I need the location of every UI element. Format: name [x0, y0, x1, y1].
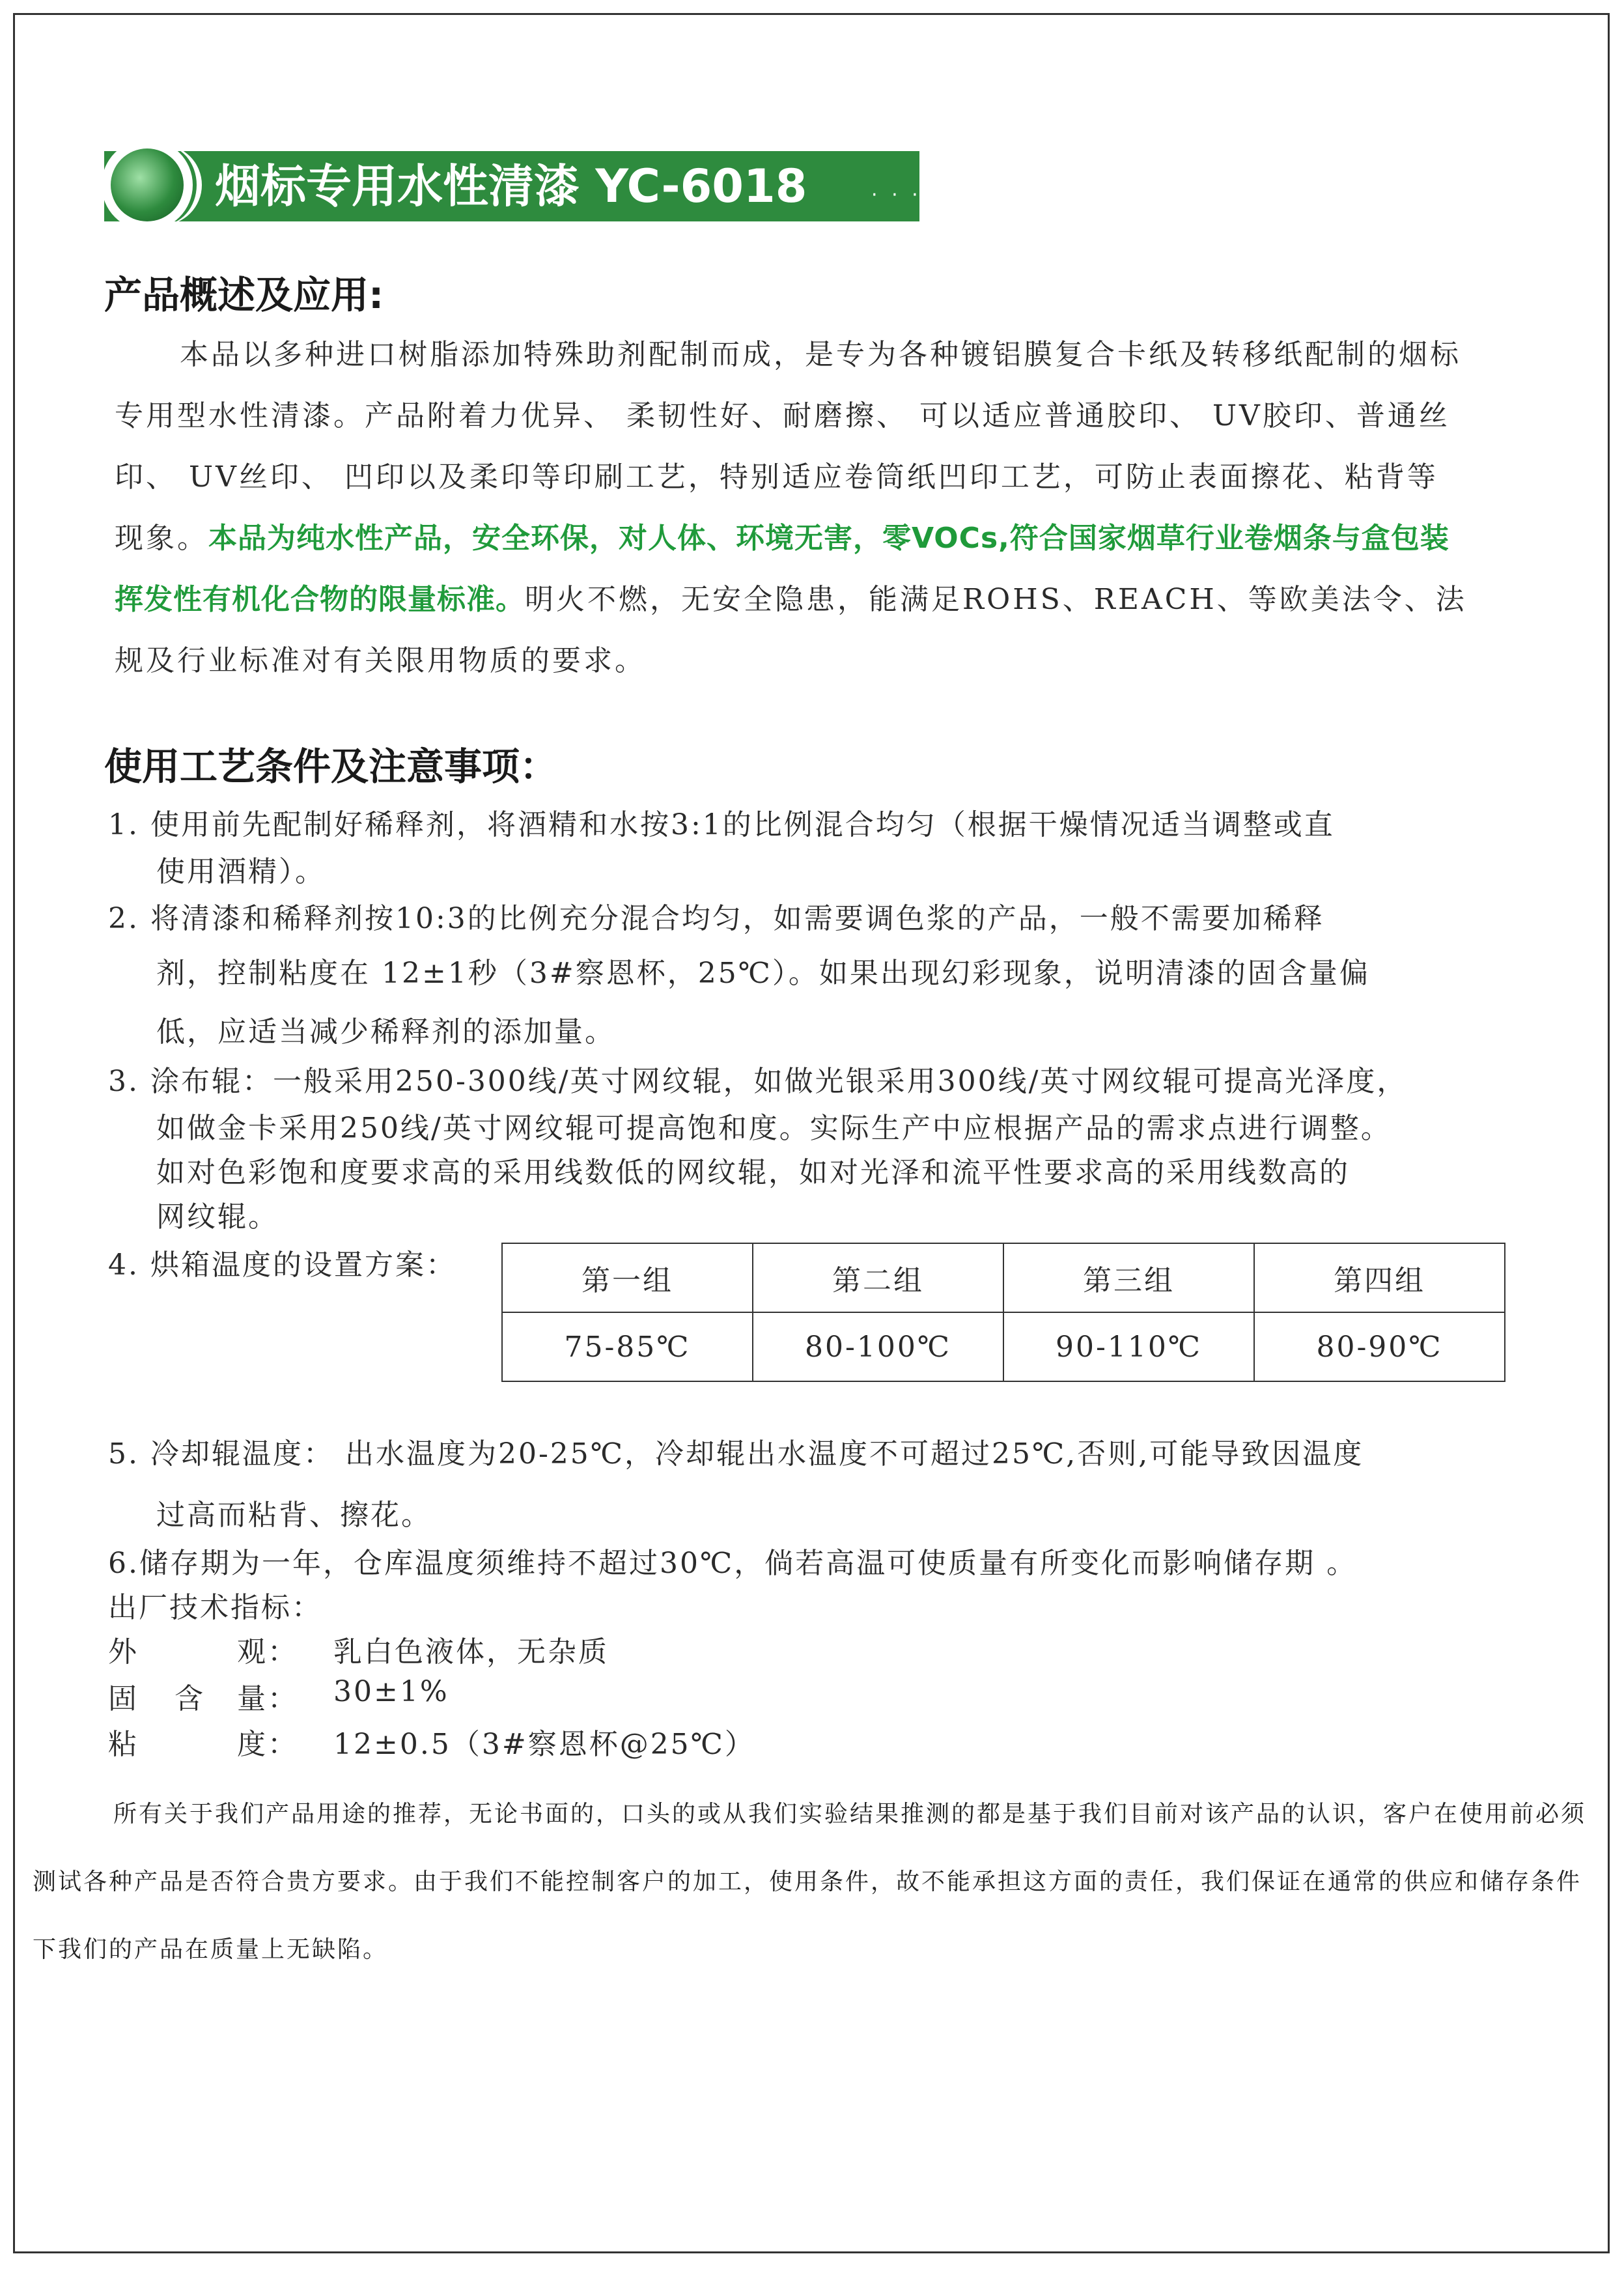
spec-appearance-value: 乳白色液体，无杂质 [333, 1635, 609, 1669]
overview-text-1: 本品以多种进口树脂添加特殊助剂配制而成，是专为各种镀铝膜复合卡纸及转移纸配制的烟标专用型水性清漆。产品附着力优异、 柔韧性好、耐磨擦、 可以适应普通胶印、 UV胶印、普通丝印、 UV丝印、 凹印以及柔印等印刷工艺，特别适应卷筒纸凹印工艺，可防止表面擦花、粘背等现象。 [115, 338, 1461, 555]
list-item-5-text-c: 辊出水温度不可超过25℃,否则,可能导致因温度 [716, 1437, 1364, 1471]
oven-temperature-table [501, 1243, 1505, 1382]
section-heading-overview: 产品概述及应用: [104, 273, 384, 317]
table-cell: 80-100℃ [753, 1312, 1003, 1381]
section-heading-process: 使用工艺条件及注意事项： [104, 744, 558, 789]
table-row [502, 1312, 1505, 1381]
banner-dots-decoration: · · · [871, 184, 922, 206]
disclaimer-paragraph [33, 1781, 1595, 1984]
spec-viscosity-label-2: 度： [237, 1728, 298, 1761]
table-cell: 90-110℃ [1003, 1312, 1254, 1381]
list-item-6: 6.储存期为一年，仓库温度须维持不超过30℃，倘若高温可使质量有所变化而影响储存期 。 [108, 1547, 1358, 1580]
table-header-cell: 第一组 [502, 1243, 753, 1312]
table-cell: 75-85℃ [502, 1312, 753, 1381]
table-header-cell: 第二组 [753, 1243, 1003, 1312]
spec-solids-value: 30±1% [333, 1675, 449, 1708]
list-item-1-line1: 1. 使用前先配制好稀释剂，将酒精和水按3:1的比例混合均匀（根据干燥情况适当调整或直 [108, 808, 1335, 841]
list-item-5-line2: 过高而粘背、擦花。 [156, 1499, 432, 1532]
list-item-2-line1: 2. 将清漆和稀释剂按10:3的比例充分混合均匀，如需要调色浆的产品，一般不需要加稀释 [108, 902, 1324, 935]
spec-appearance-label-1: 外 [108, 1635, 139, 1669]
list-item-2-text-a: 剂，控制粘度在 12±1秒（3#察恩杯，25℃）。 [156, 957, 819, 990]
overview-highlight: 本品为纯水性产品，安全环保，对人体、环境无害，零VOCs,符合国家烟草行业卷烟条与盒包装挥发性有机化合物的限量标准。 [115, 522, 1449, 616]
list-item-3-line4: 网纹辊。 [156, 1200, 279, 1233]
list-item-3-line1: 3. 涂布辊：一般采用250-300线/英寸网纹辊，如做光银采用300线/英寸网纹辊可提高光泽度， [108, 1065, 1408, 1098]
overview-text-2: 明火不燃，无安全隐患，能满足ROHS、REACH、等欧美法令、法规及行业标准对有关限用物质的要求。 [115, 583, 1467, 677]
list-item-2-text-b: 如果出 [819, 957, 911, 990]
spec-viscosity-label-1: 粘 [108, 1728, 139, 1761]
list-item-3-line3: 如对色彩饱和度要求高的采用线数低的网纹辊，如对光泽和流平性要求高的采用线数高的 [156, 1156, 1350, 1189]
list-item-5-text-b: 冷却 [655, 1437, 717, 1471]
overview-paragraph [115, 324, 1469, 692]
list-item-2-text-c: 现幻彩现象，说明清漆的固含量偏 [910, 957, 1370, 990]
spec-viscosity-value: 12±0.5（3#察恩杯@25℃） [333, 1728, 755, 1761]
table-cell: 80-90℃ [1254, 1312, 1505, 1381]
spec-appearance-label-2: 观： [237, 1635, 298, 1669]
product-title: 烟标专用水性清漆 YC-6018 [215, 160, 807, 213]
list-item-3-line2: 如做金卡采用250线/英寸网纹辊可提高饱和度。实际生产中应根据产品的需求点进行调整。 [156, 1112, 1392, 1145]
spec-solids-label-1: 固 [108, 1682, 139, 1715]
specs-title: 出厂技术指标： [108, 1591, 322, 1624]
list-item-5-line1 [108, 1430, 1364, 1472]
list-item-5-text-a: 5. 冷却辊温度： 出水温度为20-25℃， [108, 1437, 656, 1471]
table-header-row [502, 1243, 1505, 1312]
table-header-cell: 第三组 [1003, 1243, 1254, 1312]
table-header-cell: 第四组 [1254, 1243, 1505, 1312]
list-item-2-line2 [156, 950, 1370, 991]
spec-solids-label-2: 含 [175, 1682, 205, 1715]
list-item-2-line3: 低，应适当减少稀释剂的添加量。 [156, 1015, 615, 1049]
list-item-4-label: 4. 烘箱温度的设置方案： [108, 1248, 456, 1282]
disclaimer-text: 所有关于我们产品用途的推荐，无论书面的，口头的或从我们实验结果推测的都是基于我们目前对该产品的认识，客户在使用前必须测试各种产品是否符合贵方要求。由于我们不能控制客户的加工，使用条件，故不能承担这方面的责任，我们保证在通常的供应和储存条件下我们的产品在质量上无缺陷。 [33, 1801, 1587, 1963]
spec-solids-label-3: 量： [237, 1682, 298, 1715]
list-item-1-line2: 使用酒精）。 [156, 855, 326, 888]
